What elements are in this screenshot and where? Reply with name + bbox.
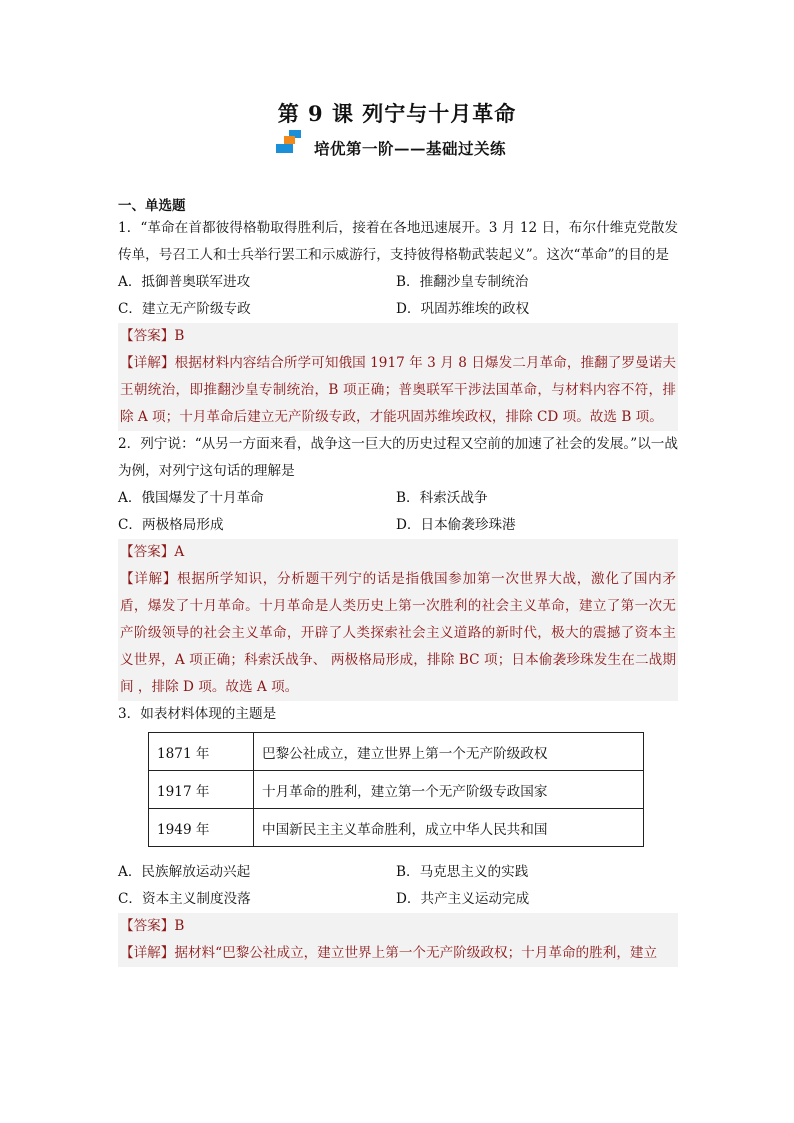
detail-label: 【详解】 — [120, 945, 175, 961]
options — [118, 859, 678, 913]
table-row — [149, 771, 644, 809]
blocks-logo-icon — [272, 130, 308, 156]
question-stem: 2．列宁说：“从另一方面来看，战争这一巨大的历史过程又空前的加速了社会的发展。”以一战为例，对列宁这句话的理解是 — [118, 436, 678, 479]
table-cell-event: 巴黎公社成立，建立世界上第一个无产阶级政权 — [254, 733, 644, 771]
option-b: B．推翻沙皇专制统治 — [396, 274, 529, 290]
options — [118, 269, 678, 323]
detail-label: 【详解】 — [120, 571, 178, 587]
answer-block — [118, 913, 678, 967]
question-stem: 3．如表材料体现的主题是 — [118, 706, 277, 722]
answer-label: 【答案】 — [120, 918, 175, 934]
content — [118, 198, 678, 967]
option-c: C．资本主义制度没落 — [118, 891, 251, 907]
answer-line — [120, 913, 676, 940]
detail-label: 【详解】 — [120, 355, 175, 371]
answer-label: 【答案】 — [120, 544, 175, 560]
answer-line — [120, 323, 676, 350]
option-a: A．俄国爆发了十月革命 — [118, 490, 264, 506]
table-row — [149, 733, 644, 771]
answer-value: A — [174, 544, 185, 560]
option-b: B．马克思主义的实践 — [396, 864, 529, 880]
answer-value: B — [174, 918, 185, 934]
option-b: B．科索沃战争 — [396, 490, 488, 506]
option-a: A．抵御普奥联军进攻 — [118, 274, 251, 290]
subtitle-row — [272, 128, 506, 158]
answer-line — [120, 539, 676, 566]
answer-block — [118, 323, 678, 431]
detail-line — [120, 566, 676, 701]
answer-value: B — [174, 328, 185, 344]
section-heading: 一、单选题 — [118, 198, 186, 214]
option-c: C．两极格局形成 — [118, 517, 224, 533]
option-d: D．巩固苏维埃的政权 — [396, 301, 530, 317]
detail-text: 据材料“巴黎公社成立，建立世界上第一个无产阶级政权；十月革命的胜利，建立 — [174, 945, 658, 961]
detail-text: 根据材料内容结合所学可知俄国 1917 年 3 月 8 日爆发二月革命，推翻了罗曼诺夫王朝统治，即推翻沙皇专制统治，B 项正确；普奥联军干涉法国革命，与材料内容不符，排除 A 项；十月革命后建立无产阶级专政，才能巩固苏维埃政权，排除 CD 项。故选 B 项。 — [120, 355, 676, 425]
answer-label: 【答案】 — [120, 328, 175, 344]
table-cell-year: 1871 年 — [149, 733, 254, 771]
table-cell-year: 1949 年 — [149, 809, 254, 847]
question-1 — [118, 215, 678, 431]
lesson-title: 第 9 课 列宁与十月革命 — [277, 101, 517, 126]
table-cell-year: 1917 年 — [149, 771, 254, 809]
options — [118, 485, 678, 539]
option-d: D．日本偷袭珍珠港 — [396, 517, 516, 533]
question-stem: 1．“革命在首都彼得格勒取得胜利后，接着在各地迅速展开。3 月 12 日，布尔什维克党散发传单，号召工人和士兵举行罢工和示威游行，支持彼得格勒武装起义”。这次“革命”的目的是 — [118, 220, 678, 263]
question-3 — [118, 701, 678, 967]
table-row — [149, 809, 644, 847]
detail-line — [120, 940, 676, 967]
option-d: D．共产主义运动完成 — [396, 891, 530, 907]
table-cell-event: 中国新民主主义革命胜利，成立中华人民共和国 — [254, 809, 644, 847]
answer-block — [118, 539, 678, 701]
lesson-subtitle: 培优第一阶——基础过关练 — [314, 139, 507, 158]
question-2 — [118, 431, 678, 701]
detail-text: 根据所学知识，分析题干列宁的话是指俄国参加第一次世界大战，激化了国内矛盾，爆发了十月革命。十月革命是人类历史上第一次胜利的社会主义革命，建立了第一次无产阶级领导的社会主义革命，开辟了人类探索社会主义道路的新时代，极大的震撼了资本主义世界，A 项正确；科索沃战争、 两极格局形成，排除 BC 项；日本偷袭珍珠发生在二战期间 ，排除 D 项。故选 A 项。 — [120, 571, 677, 695]
option-c: C．建立无产阶级专政 — [118, 301, 251, 317]
option-a: A．民族解放运动兴起 — [118, 864, 251, 880]
detail-line — [120, 350, 676, 431]
table-cell-event: 十月革命的胜利，建立第一个无产阶级专政国家 — [254, 771, 644, 809]
timeline-table — [148, 732, 644, 847]
